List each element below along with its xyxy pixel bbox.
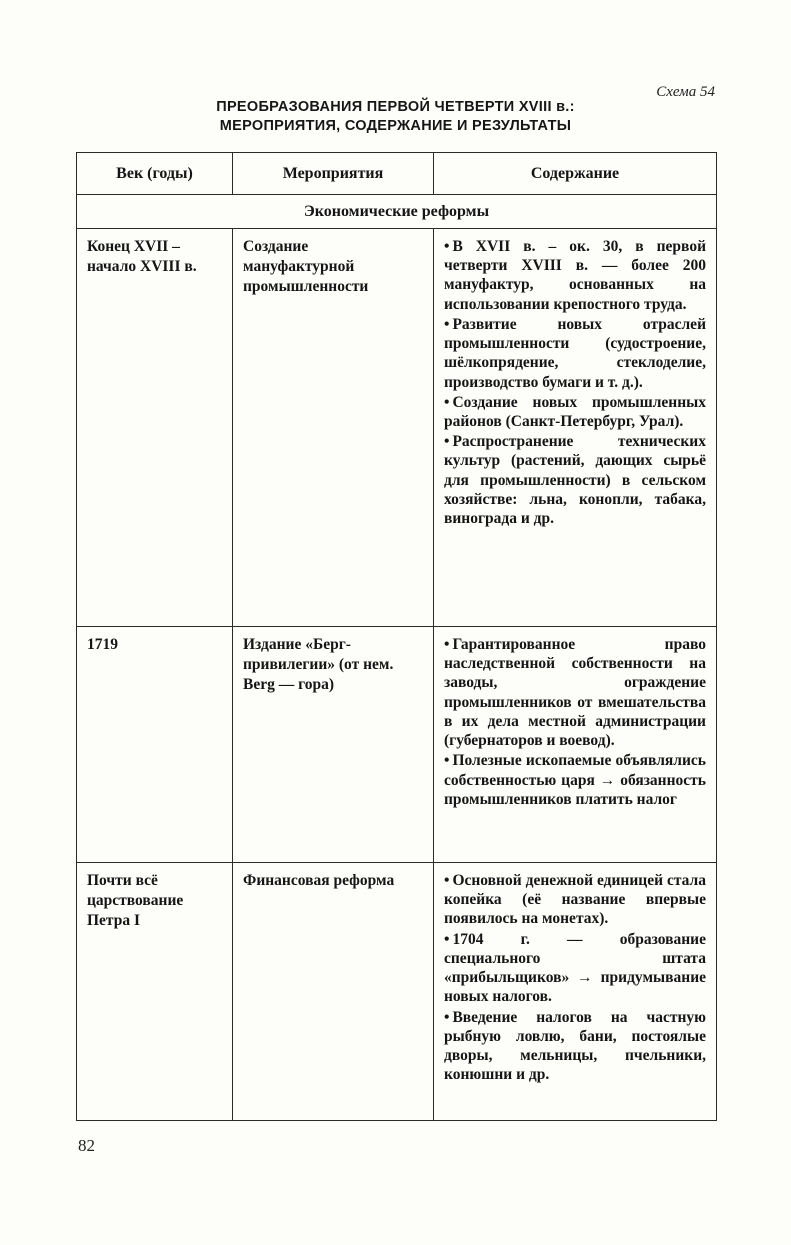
cell-period: Почти всё царствование Петра I <box>77 863 233 1121</box>
bullet-icon: • <box>444 636 450 653</box>
cell-measure: Финансовая реформа <box>233 863 434 1121</box>
bullet-item <box>444 871 706 929</box>
bullet-text: 1704 г. — образование специального штата «прибыльщиков» → придумывание новых налогов. <box>444 930 706 1006</box>
bullet-item <box>444 237 706 314</box>
bullet-text: Основной денежной единицей стала копейка (её название впервые появилось на монетах). <box>444 872 706 928</box>
bullet-text: В XVII в. – ок. 30, в первой четверти XVIII в. — более 200 мануфактур, основанных на использовании крепостного труда. <box>444 238 706 313</box>
page-number: 82 <box>78 1136 95 1155</box>
bullet-item <box>444 393 706 431</box>
bullet-text: Полезные ископаемые объявлялись собственностью царя → обязанность промышленников платить налог <box>444 752 706 808</box>
bullet-item <box>444 751 706 809</box>
table-row <box>77 863 717 1121</box>
bullet-text: Введение налогов на частную рыбную ловлю, бани, постоялые дворы, мельницы, пчельники, конюшни и др. <box>444 1008 706 1084</box>
bullet-icon: • <box>444 315 450 333</box>
table-header-row <box>77 153 717 195</box>
bullet-text: Создание новых промышленных районов (Санкт-Петербург, Урал). <box>444 393 706 430</box>
bullet-text: Гарантированное право наследственной собственности на заводы, ограждение промышленников от вмешательства в их дела местной администрации (губернаторов и воевод). <box>444 636 706 750</box>
bullet-text: Распространение технических культур (растений, дающих сырьё для промышленности) в сельском хозяйстве: льна, конопли, табака, винограда и др. <box>444 433 706 528</box>
column-header-content: Содержание <box>434 153 717 195</box>
page-title-line1: ПРЕОБРАЗОВАНИЯ ПЕРВОЙ ЧЕТВЕРТИ XVIII в.: <box>216 99 575 115</box>
bullet-item <box>444 635 706 750</box>
bullet-item <box>444 1008 706 1085</box>
table-row <box>77 627 717 863</box>
bullet-icon: • <box>444 1008 450 1026</box>
cell-measure: Издание «Берг-привилегии» (от нем. Berg — гора) <box>233 627 434 863</box>
page-title <box>0 98 791 136</box>
bullet-icon: • <box>444 433 450 451</box>
cell-content <box>434 863 717 1121</box>
bullet-item <box>444 315 706 392</box>
bullet-item <box>444 432 706 528</box>
cell-content <box>434 627 717 863</box>
cell-period: Конец XVII – начало XVIII в. <box>77 229 233 627</box>
bullet-icon: • <box>444 930 450 948</box>
cell-measure: Создание мануфактурной промышленности <box>233 229 434 627</box>
bullet-text: Развитие новых отраслей промышленности (судостроение, шёлкопрядение, стеклоделие, производство бумаги и т. д.). <box>444 315 706 391</box>
schema-label: Схема 54 <box>656 84 715 100</box>
table-row <box>77 229 717 627</box>
bullet-item <box>444 930 706 1007</box>
section-row <box>77 195 717 229</box>
bullet-icon: • <box>444 752 450 770</box>
page-title-line2: МЕРОПРИЯТИЯ, СОДЕРЖАНИЕ И РЕЗУЛЬТАТЫ <box>219 118 572 135</box>
cell-period: 1719 <box>77 627 233 863</box>
reforms-table <box>76 152 717 1121</box>
bullet-icon: • <box>444 872 450 889</box>
section-title: Экономические реформы <box>77 195 717 229</box>
column-header-measures: Мероприятия <box>233 153 434 195</box>
bullet-icon: • <box>444 238 450 255</box>
bullet-icon: • <box>444 393 450 411</box>
cell-content <box>434 229 717 627</box>
column-header-period: Век (годы) <box>77 153 233 195</box>
